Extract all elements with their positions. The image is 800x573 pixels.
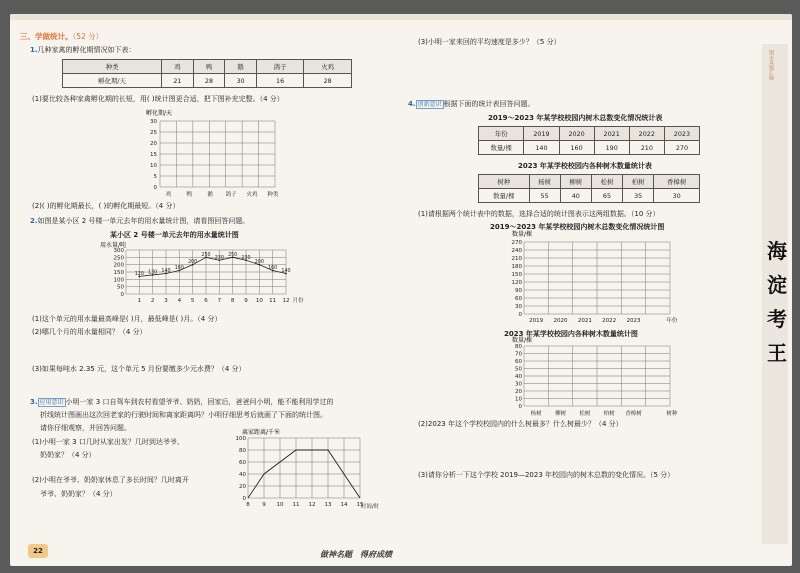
q4-table2-title: 2023 年某学校校园内各种树木数量统计表 [518, 162, 652, 170]
q4-table1-header: 年份 [479, 127, 524, 141]
q1-sub1: (1)要比较各种家禽孵化期的长短，用( )统计图更合适，把下图补充完整。（4 分） [32, 95, 284, 103]
q3-xtick-label: 8 [246, 502, 250, 508]
q4-table1-header: 2019 [524, 127, 559, 141]
q2-ytick-label: 50 [117, 284, 124, 291]
q3-xtick-label: 9 [262, 502, 266, 508]
q1-number: 1. [30, 46, 38, 54]
q4-table2-row-label: 数量/棵 [479, 189, 530, 203]
q4-chart1-ytick-label: 270 [511, 240, 522, 246]
q4-chart2-title: 2023 年某学校校园内各种树木数量统计图 [504, 330, 638, 338]
q4-chart1-ytick-label: 120 [511, 280, 522, 286]
q4-chart1-ytick-label: 180 [511, 264, 522, 270]
q3-number: 3. [30, 398, 38, 406]
q1-table-header: 鹅 [225, 60, 257, 74]
q1-ytick-label: 25 [150, 130, 157, 136]
q1-blank-chart [120, 107, 290, 202]
q2-xtick-label: 5 [190, 298, 195, 304]
q3-ytick-label: 80 [239, 448, 246, 454]
q2-data-label: 140 [161, 268, 171, 274]
q4-table2-header: 树种 [479, 175, 530, 189]
q4-chart1-ylabel: 数量/棵 [512, 231, 533, 238]
q4-number: 4. [408, 100, 416, 108]
page-number: 22 [28, 544, 48, 558]
q4-chart1-ytick-label: 60 [515, 296, 522, 302]
q3-ytick-label: 100 [235, 436, 246, 442]
q1-table-header: 种类 [63, 60, 162, 74]
q4-tag: 创新意识 [417, 101, 442, 108]
q4-chart1-ytick-label: 150 [511, 272, 522, 278]
q4-prompt [408, 99, 535, 109]
q2-xtick-label: 1 [137, 298, 142, 304]
q2-chart-title: 某小区 2 号楼一单元去年的用水量统计图 [110, 231, 239, 239]
q4-chart2-xtick-label: 松树 [579, 411, 591, 417]
q3-ytick-label: 0 [242, 496, 246, 502]
q4-chart1-xtick-label: 2021 [577, 318, 592, 324]
q4-table1-title: 2019～2023 年某学校校园内树木总数变化情况统计表 [488, 114, 663, 122]
q3-tag: 应用意识 [39, 399, 64, 406]
q4-chart2-xtick-label: 柏树 [603, 411, 615, 417]
q4-chart2-ytick-label: 20 [515, 389, 522, 395]
q1-ytick-label: 0 [153, 185, 157, 191]
q3-xtick-label: 15 [356, 502, 364, 508]
q2-text: 如图是某小区 2 号楼一单元去年的用水量统计图，请看图回答问题。 [37, 217, 250, 225]
q3-text-line2: 折线统计图画出这次回老家的行驶时间和离家距离吗？小明仔细思考后就画了下面的统计图。 [40, 411, 327, 419]
q4-table2-cell: 55 [529, 189, 560, 203]
q2-data-label: 140 [281, 268, 291, 274]
q4-table1-header: 2021 [594, 127, 629, 141]
q3-sub2-line1: (2)小明在爷爷、奶奶家休息了多长时间？几时离开 [32, 476, 189, 484]
q2-ytick-label: 300 [113, 248, 124, 254]
q4-table2-header: 香樟树 [654, 175, 700, 189]
q2-sub3: (3)如果每吨水 2.35 元，这个单元 5 月份要缴多少元水费？（4 分） [32, 365, 246, 373]
q1-table-row-label: 孵化期/天 [63, 74, 162, 88]
q2-xunit-label: 月份 [292, 298, 304, 304]
q2-xtick-label: 3 [164, 298, 168, 304]
q4-chart2-xtick-label: 香樟树 [625, 411, 642, 417]
q4-chart2-ytick-label: 70 [515, 351, 522, 358]
q1-table-cell: 21 [162, 74, 194, 88]
q4-chart2-ytick-label: 0 [518, 404, 522, 410]
q4-table1-cell: 140 [524, 141, 559, 155]
q2-ytick-label: 150 [113, 270, 124, 276]
q4-table1-cell: 190 [594, 141, 629, 155]
q4-text: 根据下面的统计表回答问题。 [443, 100, 535, 108]
q4-table2-cell: 30 [654, 189, 700, 203]
q1-ytick-label: 30 [150, 119, 157, 125]
q2-chart-ylabel: 用水量/吨 [100, 242, 127, 249]
q4-table2-header: 杨树 [529, 175, 560, 189]
q2-data-label: 230 [214, 255, 224, 261]
q1-xtick-label: 火鸡 [246, 192, 258, 198]
q3-ytick-label: 20 [239, 484, 246, 490]
q3-ytick-label: 60 [239, 460, 246, 466]
q1-table [62, 59, 352, 88]
q2-data-label: 230 [241, 255, 251, 261]
q4-chart1-xtick-label: 年份 [666, 318, 678, 324]
q1-sub2: (2)( )的孵化期最长，( )的孵化期最短。（4 分） [32, 202, 180, 210]
q2-xtick-label: 6 [204, 298, 208, 304]
section-header [20, 31, 103, 42]
q3-sub2-line2: 爷爷、奶奶家？（4 分） [40, 490, 117, 498]
q2-ytick-label: 250 [113, 255, 124, 262]
q4-table2 [478, 174, 700, 203]
q2-xtick-label: 11 [269, 298, 277, 304]
q4-chart2-ytick-label: 60 [515, 359, 522, 365]
q2-sub1: (1)这个单元的用水量最高峰是( )月，最低峰是( )月。（4 分） [32, 315, 222, 323]
q2-prompt [30, 216, 249, 226]
q4-table2-header: 松树 [591, 175, 622, 189]
q4-table2-cell: 35 [623, 189, 654, 203]
q3-xunit-label: 时间/时 [360, 504, 380, 510]
q4-sub2: (2)2023 年这个学校校园内的什么树最多？什么树最少？（4 分） [418, 420, 623, 428]
q2-line-chart [98, 240, 308, 314]
q4-chart1-xtick-label: 2020 [553, 318, 568, 324]
q3-sub3: (3)小明一家来回的平均速度是多少？（5 分） [418, 38, 561, 46]
q2-xtick-label: 7 [217, 298, 222, 304]
q3-xtick-label: 14 [340, 502, 348, 508]
q4-table1-header: 2023 [664, 127, 699, 141]
q3-sub1-line2: 奶奶家？（4 分） [40, 451, 96, 459]
q2-ytick-label: 0 [120, 292, 124, 298]
q4-chart1-ytick-label: 90 [515, 288, 522, 294]
q4-chart1-title: 2019～2023 年某学校校园内树木总数变化情况统计图 [490, 223, 665, 231]
q3-xtick-label: 13 [324, 502, 332, 508]
q1-ytick-label: 20 [150, 141, 157, 147]
section-points: （52 分） [72, 32, 104, 41]
q4-chart2-ytick-label: 10 [515, 396, 522, 403]
q1-text: 几种家禽的孵化期情况如下表： [37, 46, 136, 54]
q1-xtick-label: 鸭 [186, 192, 193, 198]
q2-data-label: 250 [201, 252, 211, 258]
q4-chart2-grid [515, 344, 678, 417]
q2-sub2: (2)哪几个月的用水量相同？（4 分） [32, 328, 147, 336]
q3-text-line3: 请你仔细观察，并回答问题。 [40, 424, 131, 432]
spine-title: 海淀考王 [767, 239, 787, 365]
q4-chart1-ytick-label: 30 [515, 304, 522, 310]
q1-xtick-label: 鹅 [207, 192, 213, 198]
q1-prompt [30, 45, 136, 55]
q4-chart2-ytick-label: 30 [515, 381, 522, 388]
q4-table1-header: 2020 [559, 127, 594, 141]
q1-xtick-label: 鸽子 [225, 192, 237, 198]
q3-xtick-label: 11 [292, 502, 300, 508]
q2-xtick-label: 4 [177, 298, 182, 304]
q4-chart2-xtick-label: 柳树 [554, 411, 567, 417]
q4-table2-header: 柳树 [560, 175, 591, 189]
q3-text-line1: 小明一家 3 口自驾车到农村看望爷爷、奶奶，回家后，爸爸问小明，能不能利用学过的 [65, 398, 334, 406]
footer-slogan: 做神名题 得府成绩 [320, 549, 392, 559]
q4-table2-cell: 65 [591, 189, 622, 203]
q2-data-label: 200 [188, 260, 198, 266]
q4-chart1-xtick-label: 2022 [602, 318, 617, 324]
q1-table-header: 鸭 [193, 60, 225, 74]
q1-table-header: 鸽子 [256, 60, 304, 74]
q4-chart2-xtick-label: 杨树 [530, 411, 542, 417]
q1-table-cell: 28 [193, 74, 225, 88]
q4-table1-cell: 270 [664, 141, 699, 155]
q2-data-label: 120 [134, 271, 144, 277]
q4-table1 [478, 126, 700, 155]
q3-ytick-label: 40 [239, 472, 246, 478]
q2-xtick-label: 12 [282, 298, 290, 304]
q2-data-label: 160 [268, 266, 278, 272]
q1-xtick-label: 鸡 [165, 192, 172, 198]
q4-chart1-ytick-label: 210 [511, 256, 522, 262]
q1-xtick-label: 种类 [267, 192, 279, 198]
q4-table1-cell: 210 [629, 141, 664, 155]
q1-chart-ylabel: 孵化期/天 [146, 110, 173, 117]
q4-table1-row-label: 数量/棵 [479, 141, 524, 155]
q2-data-label: 160 [174, 266, 184, 272]
q3-chart-grid [236, 436, 380, 510]
q1-table-cell: 30 [225, 74, 257, 88]
spine-subtitle: 期末真题汇编 [768, 50, 774, 80]
q2-xtick-label: 2 [150, 298, 155, 304]
q2-chart-grid [114, 248, 304, 304]
q1-table-header: 鸡 [162, 60, 194, 74]
q4-chart1-ytick-label: 240 [511, 248, 522, 254]
worksheet-page [10, 14, 792, 566]
q1-ytick-label: 15 [150, 152, 157, 158]
q3-sub1-line1: (1)小明一家 3 口几时从家出发？几时到达爷爷、 [32, 438, 184, 446]
q4-table2-cell: 40 [560, 189, 591, 203]
q2-data-label: 200 [254, 260, 264, 266]
q2-ytick-label: 200 [113, 262, 124, 269]
q2-xtick-label: 10 [255, 298, 263, 304]
q4-chart2-blank [478, 334, 698, 420]
q1-table-header: 火鸡 [304, 60, 352, 74]
q4-chart2-ylabel: 数量/棵 [512, 337, 533, 344]
q1-table-cell: 16 [256, 74, 304, 88]
q3-xtick-label: 12 [308, 502, 316, 508]
q4-chart1-ytick-label: 0 [518, 312, 522, 318]
q1-ytick-label: 10 [150, 163, 157, 169]
q4-table1-header: 2022 [629, 127, 664, 141]
section-title: 三、学做统计。 [20, 32, 73, 41]
q4-chart1-blank [478, 226, 698, 326]
q4-sub1: (1)请根据两个统计表中的数据，选择合适的统计图表示这两组数据。（10 分） [418, 210, 660, 218]
q4-table2-header: 柏树 [623, 175, 654, 189]
q4-chart1-grid [512, 240, 678, 324]
q4-chart2-xtick-label: 树种 [666, 411, 678, 417]
q4-table1-cell: 160 [559, 141, 594, 155]
q1-ytick-label: 5 [153, 174, 157, 180]
q4-chart2-ytick-label: 80 [515, 344, 522, 350]
q4-chart2-ytick-label: 40 [515, 374, 522, 380]
q1-chart-grid [150, 119, 279, 198]
q2-data-label: 250 [228, 252, 238, 258]
q3-line-chart [222, 426, 382, 510]
q4-chart1-xtick-label: 2023 [626, 318, 641, 324]
q3-chart-ylabel: 离家距离/千米 [242, 429, 281, 436]
q3-xtick-label: 10 [276, 502, 284, 508]
q2-ytick-label: 100 [113, 277, 124, 284]
q3-prompt-line1 [30, 397, 333, 407]
q2-number: 2. [30, 217, 38, 225]
q4-sub3: (3)请你分析一下这个学校 2019—2023 年校园内的树木总数的变化情况。（5 分） [418, 471, 675, 479]
q2-xtick-label: 8 [230, 298, 235, 304]
q1-table-cell: 28 [304, 74, 352, 88]
q2-xtick-label: 9 [244, 298, 248, 304]
q2-data-label: 130 [148, 270, 158, 276]
q4-chart1-xtick-label: 2019 [529, 318, 544, 324]
q4-chart2-ytick-label: 50 [515, 366, 522, 373]
